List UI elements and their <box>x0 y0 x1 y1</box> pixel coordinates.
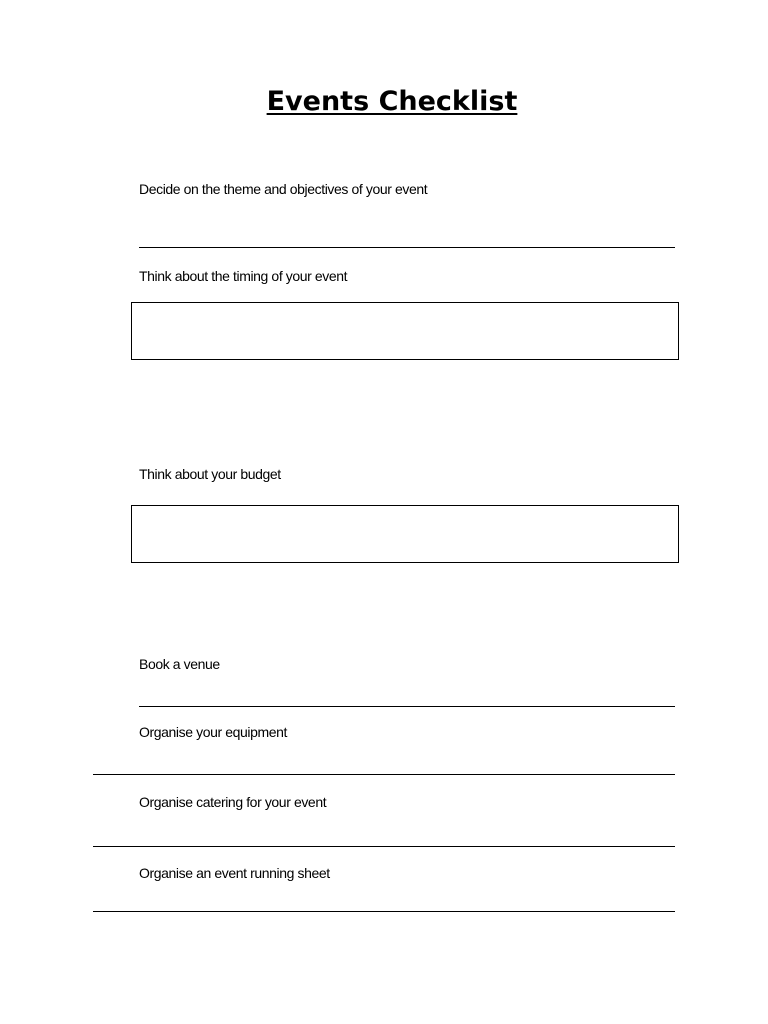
checklist-item-theme-label: Decide on the theme and objectives of your event <box>139 181 428 197</box>
checklist-item-catering-label: Organise catering for your event <box>139 794 327 810</box>
page-title: Events Checklist <box>266 86 518 117</box>
checklist-item-running-sheet-label: Organise an event running sheet <box>139 865 330 881</box>
answer-line-theme <box>139 247 675 248</box>
answer-box-timing <box>131 302 679 360</box>
answer-box-budget <box>131 505 679 563</box>
checklist-item-venue-label: Book a venue <box>139 656 220 672</box>
checklist-item-budget-label: Think about your budget <box>139 466 281 482</box>
answer-line-equipment <box>93 774 675 775</box>
checklist-item-equipment-label: Organise your equipment <box>139 724 287 740</box>
answer-line-catering <box>93 846 675 847</box>
checklist-item-timing-label: Think about the timing of your event <box>139 268 348 284</box>
answer-line-venue <box>139 706 675 707</box>
answer-line-running-sheet <box>93 911 675 912</box>
